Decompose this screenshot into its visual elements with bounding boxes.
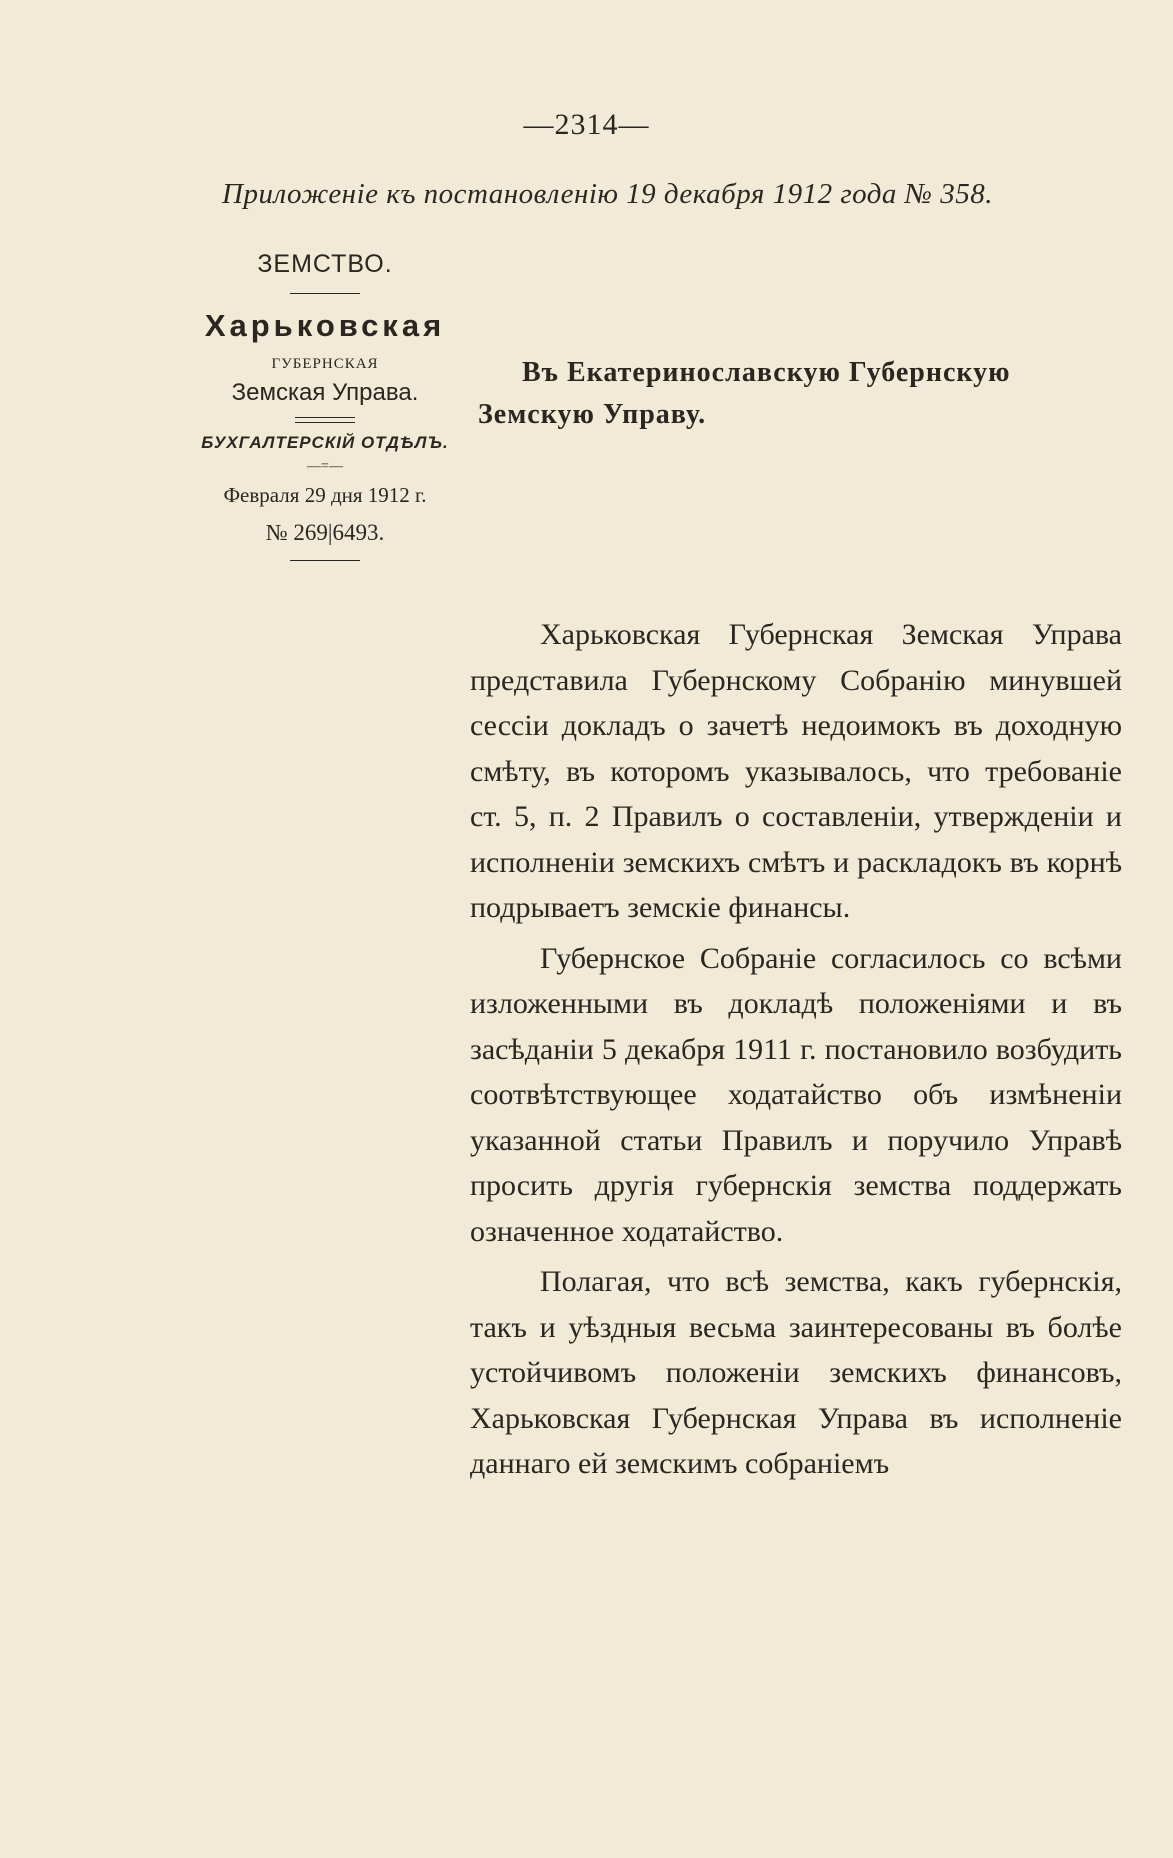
org-name: Харьковская <box>204 308 446 343</box>
paragraph: Губернское Собраніе согласилось со всѣми изложенными въ докладѣ положеніями и въ засѣданіи 5 декабря 1911 г. постановило возбудить соотвѣтствующее ходатайство объ измѣненіи указанной статьи Правилъ и поручило Управѣ просить другія губернскія земства поддержать означенное ходатайство. <box>470 941 1122 1248</box>
appendix-heading: Приложеніе къ постановленію 19 декабря 1912 года № 358. <box>222 178 994 210</box>
addressee-line-1: Въ Екатеринославскую Губернскую <box>522 357 1011 388</box>
ornament-divider: —=— <box>307 459 343 474</box>
letter-date: Февраля 29 дня 1912 г. <box>223 483 427 507</box>
page-number: —2314— <box>523 108 650 141</box>
addressee-block <box>478 352 1126 436</box>
letter-number: № 269|6493. <box>265 520 385 545</box>
divider <box>290 560 360 561</box>
divider <box>290 293 360 294</box>
gubernskaya-label: ГУБЕРНСКАЯ <box>271 356 379 372</box>
double-divider <box>295 417 355 423</box>
zemstvo-label: ЗЕМСТВО. <box>257 250 393 278</box>
department-label: БУХГАЛТЕРСКІЙ ОТДѢЛЪ. <box>201 433 449 452</box>
uprava-label: Земская Управа. <box>231 379 419 406</box>
addressee-line-2: Земскую Управу. <box>478 399 707 430</box>
sender-block <box>175 250 475 575</box>
paragraph: Харьковская Губернская Земская Управа представила Губернскому Собранію минувшей сессіи докладъ о зачетѣ недоимокъ въ доходную смѣту, въ которомъ указывалось, что требованіе ст. 5, п. 2 Правилъ о составленіи, утвержденіи и исполненіи земскихъ смѣтъ и раскладокъ въ корнѣ подрываетъ земскіе финансы. <box>470 618 1122 924</box>
paragraph: Полагая, что всѣ земства, какъ губернскія, такъ и уѣздныя весьма заинтересованы въ болѣе устойчивомъ положеніи земскихъ финансовъ, Харьковская Губернская Управа въ исполненіе даннаго ей земскимъ собраніемъ <box>470 1265 1122 1480</box>
letter-body <box>470 612 1122 1492</box>
